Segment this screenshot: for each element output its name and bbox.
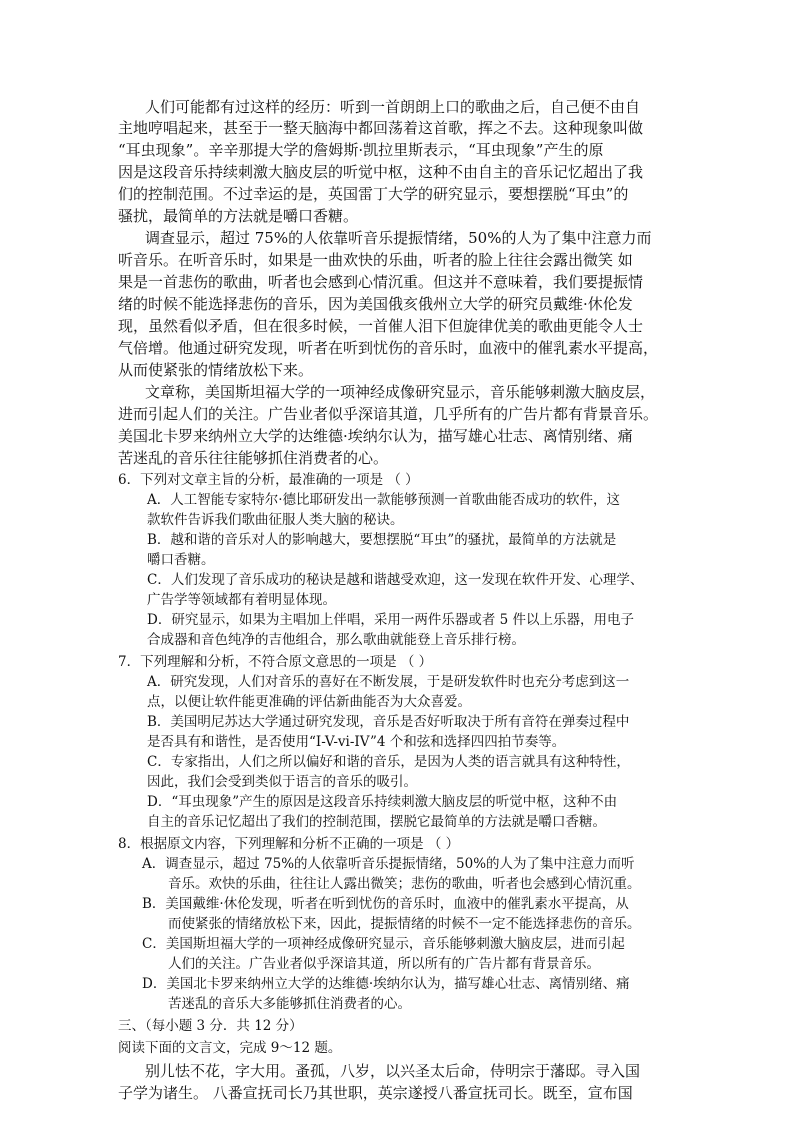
- passage-line: 苦迷乱的音乐往往能够抓住消费者的心。: [118, 449, 389, 467]
- passage-line: 们的控制范围。不过幸运的是，英国雷丁大学的研究显示，要想摆脱“耳虫”的: [118, 185, 629, 203]
- question-8-option-b: B．美国戴维·休伦发现，听者在听到忧伤的音乐时，血液中的催乳素水平提高，从: [142, 896, 629, 912]
- question-7-option-b: 是否具有和谐性，是否使用“I-V-vi-IV”4 个和弦和选择四四拍节奏等。: [147, 734, 566, 750]
- question-7-option-d: 自主的音乐记忆超出了我们的控制范围，摆脱它最简单的方法就是嚼口香糖。: [147, 814, 606, 830]
- classical-text-line: 别儿怯不花，字大用。蚤孤，八岁，以兴圣太后命，侍明宗于藩邸。寻入国: [145, 1062, 641, 1080]
- question-8-option-d: D．美国北卡罗来纳州立大学的达维德·埃纳尔认为，描写雄心壮志、离情别绪、痛: [142, 976, 630, 992]
- question-8-option-a: 音乐。欢快的乐曲，往往让人露出微笑；悲伤的歌曲，听者也会感到心情沉重。: [168, 876, 641, 892]
- passage-line: 骚扰，最简单的方法就是嚼口香糖。: [118, 207, 359, 225]
- question-7-option-c: C．专家指出，人们之所以偏好和谐的音乐，是因为人类的语言就具有这种特性，: [147, 754, 630, 770]
- passage-line: 听音乐。在听音乐时，如果是一曲欢快的乐曲，听者的脸上往往会露出微笑 如: [118, 251, 633, 269]
- question-6-option-c: C．人们发现了音乐成功的秘诀是越和谐越受欢迎，这一发现在软件开发、心理学、: [147, 572, 644, 588]
- question-7-option-b: B．美国明尼苏达大学通过研究发现，音乐是否好听取决于所有音符在弹奏过程中: [147, 714, 630, 730]
- question-8-stem: 8．根据原文内容，下列理解和分析不正确的一项是 （ ）: [118, 836, 460, 852]
- passage-line: 现，虽然看似矛盾，但在很多时候，一首催人泪下但旋律优美的歌曲更能令人士: [118, 317, 644, 335]
- question-6-option-c: 广告学等领域都有着明显体现。: [147, 592, 336, 608]
- question-6-stem: 6．下列对文章主旨的分析，最准确的一项是 （ ）: [118, 472, 419, 488]
- classical-text-line: 子学为诸生。 八番宣抚司长乃其世职，英宗遂授八番宣抚司长。既至，宣布国: [118, 1084, 633, 1102]
- section-instruction: 阅读下面的文言文，完成 9～12 题。: [118, 1040, 342, 1056]
- question-6-option-d: D．研究显示，如果为主唱加上伴唱，采用一两件乐器或者 5 件以上乐器，用电子: [147, 612, 634, 628]
- passage-line: 果是一首悲伤的歌曲，听者也会感到心情沉重。但这并不意味着，我们要提振情: [118, 273, 644, 291]
- question-6-option-d: 合成器和音色纯净的吉他组合，那么歌曲就能登上音乐排行榜。: [147, 632, 525, 648]
- question-7-stem: 7．下列理解和分析，不符合原文意思的一项是 （ ）: [118, 654, 433, 670]
- passage-line: 主地哼唱起来，甚至于一整天脑海中都回荡着这首歌，挥之不去。这种现象叫做: [118, 119, 644, 137]
- passage-line: 进而引起人们的关注。广告业者似乎深谙其道，几乎所有的广告片都有背景音乐。: [118, 405, 659, 423]
- question-6-option-a: A．人工智能专家特尔·德比耶研发出一款能够预测一首歌曲能否成功的软件，这: [147, 492, 621, 508]
- question-8-option-b: 而使紧张的情绪放松下来，因此，提振情绪的时候不一定不能选择悲伤的音乐。: [168, 916, 641, 932]
- passage-line: 绪的时候不能选择悲伤的音乐，因为美国俄亥俄州立大学的研究员戴维·休伦发: [118, 295, 633, 313]
- question-8-option-c: 人们的关注。广告业者似乎深谙其道，所以所有的广告片都有背景音乐。: [168, 956, 600, 972]
- question-6-option-a: 款软件告诉我们歌曲征服人类大脑的秘诀。: [147, 512, 404, 528]
- passage-line: 文章称，美国斯坦福大学的一项神经成像研究显示，音乐能够刺激大脑皮层，: [145, 383, 656, 401]
- question-7-option-d: D．“耳虫现象”产生的原因是这段音乐持续刺激大脑皮层的听觉中枢，这种不由: [147, 794, 618, 810]
- question-8-option-c: C．美国斯坦福大学的一项神经成像研究显示，音乐能够刺激大脑皮层，进而引起: [142, 936, 625, 952]
- passage-line: 气倍增。他通过研究发现，听者在听到忧伤的音乐时，血液中的催乳素水平提高，: [118, 339, 659, 357]
- passage-line: 美国北卡罗来纳州立大学的达维德·埃纳尔认为，描写雄心壮志、离情别绪、痛: [118, 427, 633, 445]
- question-8-option-d: 苦迷乱的音乐大多能够抓住消费者的心。: [168, 996, 411, 1012]
- question-7-option-c: 因此，我们会受到类似于语言的音乐的吸引。: [147, 774, 417, 790]
- passage-line: 从而使紧张的情绪放松下来。: [118, 361, 314, 379]
- question-6-option-b: 嚼口香糖。: [147, 552, 215, 568]
- passage-line: “耳虫现象”。辛辛那提大学的詹姆斯·凯拉里斯表示，“耳虫现象”产生的原: [118, 141, 604, 159]
- question-6-option-b: B．越和谐的音乐对人的影响越大，要想摆脱“耳虫”的骚扰，最简单的方法就是: [147, 532, 617, 548]
- passage-line: 调查显示，超过 75%的人依靠听音乐提振情绪，50%的人为了集中注意力而: [145, 229, 652, 247]
- question-7-option-a: 点，以便让软件能更准确的评估新曲能否为大众喜爱。: [147, 694, 471, 710]
- passage-line: 因是这段音乐持续刺激大脑皮层的听觉中枢，这种不由自主的音乐记忆超出了我: [118, 163, 644, 181]
- section-heading: 三、（每小题 3 分．共 12 分）: [118, 1018, 303, 1034]
- question-7-option-a: A．研究发现，人们对音乐的喜好在不断发展，于是研发软件时也充分考虑到这一: [147, 674, 630, 690]
- question-8-option-a: A．调查显示，超过 75%的人依靠听音乐提振情绪，50%的人为了集中注意力而听: [142, 856, 635, 872]
- passage-line: 人们可能都有过这样的经历：听到一首朗朗上口的歌曲之后，自己便不由自: [145, 98, 641, 116]
